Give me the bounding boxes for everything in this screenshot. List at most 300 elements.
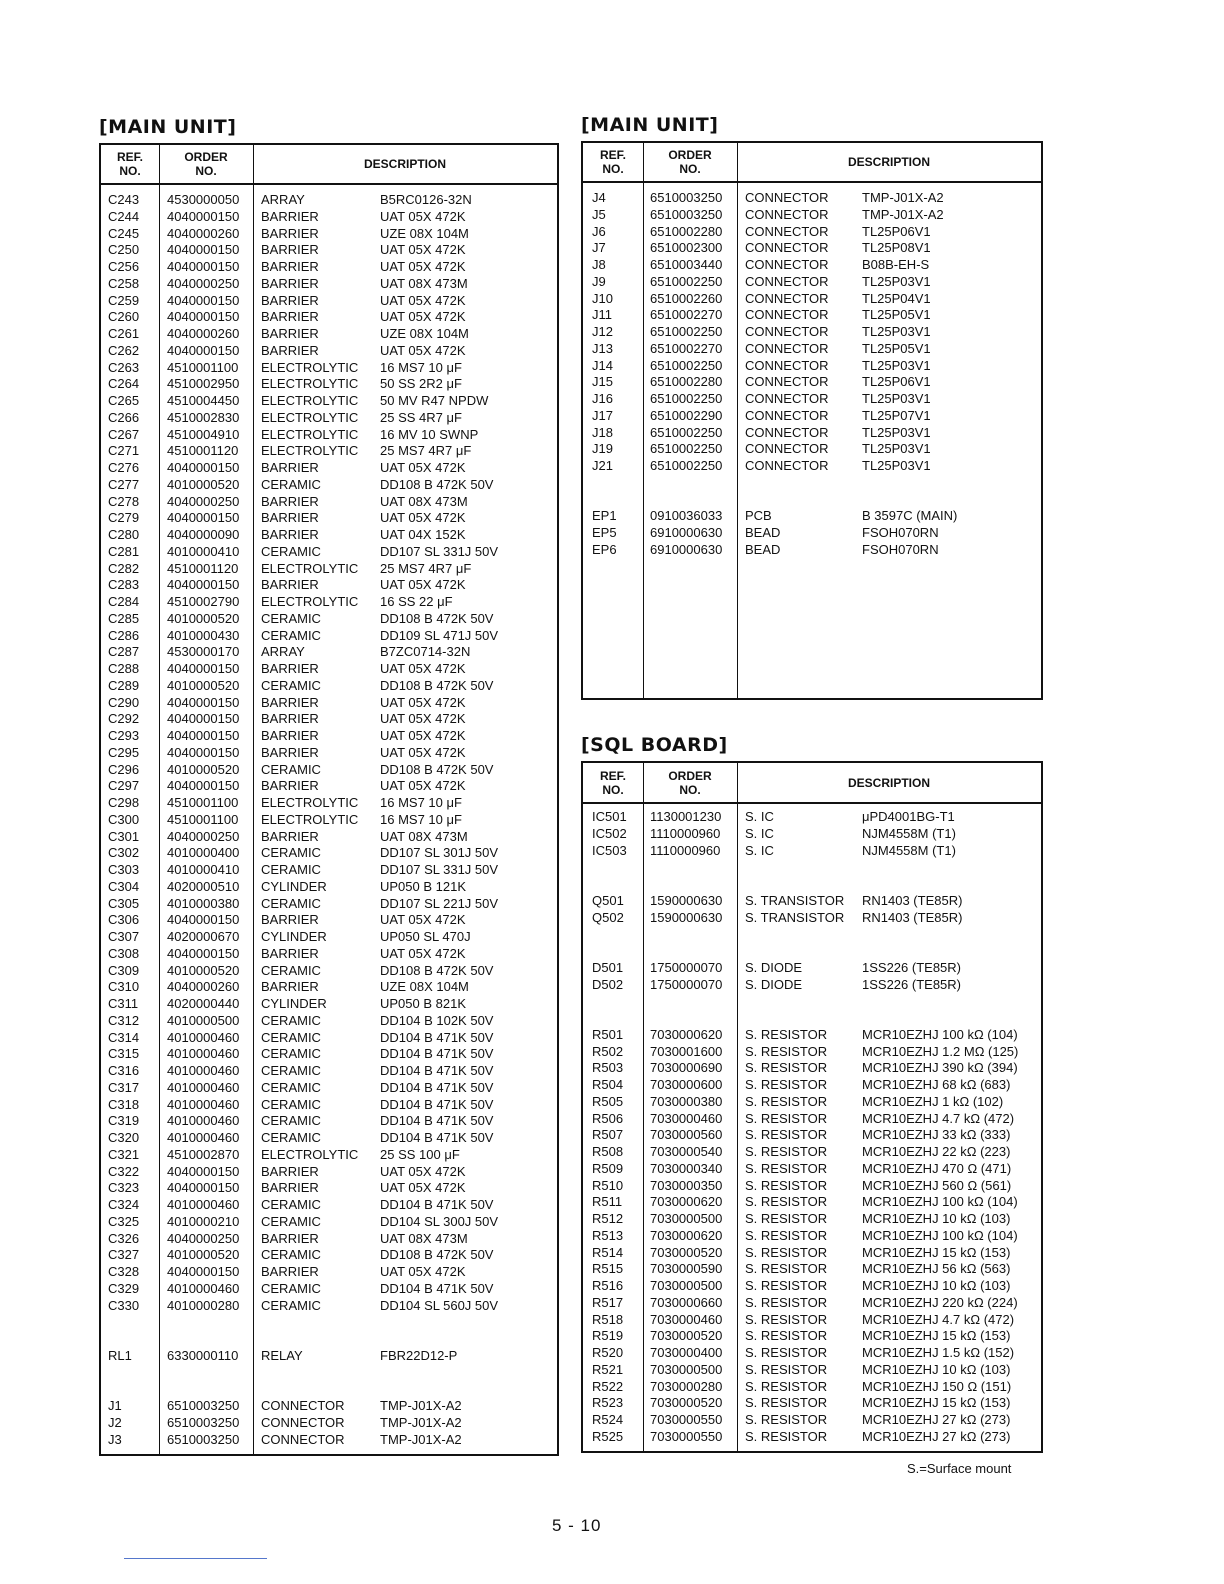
ref-no-cell: R504	[592, 1077, 624, 1092]
ref-no-cell: R516	[592, 1278, 624, 1293]
part-type-cell: CYLINDER	[261, 878, 327, 894]
order-no-cell: 0910036033	[650, 508, 723, 524]
part-spec-cell: TMP-J01X-A2	[380, 1398, 462, 1413]
part-type-cell: S. RESISTOR	[745, 1294, 828, 1310]
order-no-cell: 4010000460	[167, 1079, 240, 1095]
ref-no-cell: C245	[108, 225, 140, 241]
part-type-cell: S. RESISTOR	[745, 1194, 828, 1210]
part-spec-cell: 16 SS 22 μF	[380, 594, 453, 609]
part-type-cell: S. RESISTOR	[745, 1177, 828, 1193]
part-spec-cell: MCR10EZHJ 1.2 MΩ (125)	[862, 1043, 1019, 1059]
ref-no-cell: R520	[592, 1345, 624, 1360]
order-no-cell: 4040000260	[167, 225, 240, 241]
order-no-cell: 7030000460	[650, 1311, 723, 1327]
order-no-cell: 7030000460	[650, 1110, 723, 1126]
order-no-cell: 7030000500	[650, 1361, 723, 1377]
part-spec-cell: 25 SS 4R7 μF	[380, 409, 462, 425]
ref-no-cell: C310	[108, 979, 140, 995]
table-row	[101, 226, 557, 243]
ref-no-cell: R508	[592, 1144, 624, 1159]
part-type-cell: BARRIER	[261, 493, 319, 509]
part-spec-cell: TL25P03V1	[862, 391, 931, 406]
ref-no-cell: C281	[108, 543, 140, 559]
part-spec-cell: TL25P07V1	[862, 407, 931, 423]
part-spec-cell: DD104 SL 300J 50V	[380, 1213, 499, 1229]
table-row	[101, 611, 557, 628]
table-row	[583, 341, 1041, 358]
table-row	[583, 926, 1041, 943]
part-spec-cell: B7ZC0714-32N	[380, 644, 471, 660]
part-spec-cell: MCR10EZHJ 100 kΩ (104)	[862, 1194, 1018, 1210]
order-no-cell: 7030000590	[650, 1261, 723, 1277]
ref-no-cell: C308	[108, 945, 140, 961]
part-type-cell: ELECTROLYTIC	[261, 376, 359, 392]
ref-no-cell: R523	[592, 1395, 624, 1411]
ref-no-cell: R518	[592, 1311, 624, 1327]
part-type-cell: CERAMIC	[261, 962, 321, 978]
part-spec-cell: UAT 05X 472K	[380, 208, 466, 224]
main-unit-right-table	[581, 141, 1043, 700]
part-spec-cell: MCR10EZHJ 68 kΩ (683)	[862, 1077, 1011, 1092]
part-type-cell: CONNECTOR	[261, 1431, 345, 1447]
table-row	[101, 1197, 557, 1214]
part-type-cell: BARRIER	[261, 694, 319, 710]
order-no-cell: 4040000150	[167, 577, 240, 593]
order-no-cell: 4040000150	[167, 661, 240, 676]
part-spec-cell: 16 MS7 10 μF	[380, 811, 462, 827]
table-row	[583, 358, 1041, 375]
ref-no-cell: C258	[108, 275, 140, 291]
ref-no-cell: IC502	[592, 825, 627, 841]
ref-no-cell: C259	[108, 292, 140, 308]
order-no-cell: 4010000400	[167, 845, 240, 861]
part-spec-cell: 16 MS7 10 μF	[380, 359, 462, 375]
part-type-cell: CERAMIC	[261, 862, 321, 877]
part-spec-cell: UAT 05X 472K	[380, 309, 466, 325]
order-no-cell: 6330000110	[167, 1347, 239, 1363]
part-spec-cell: UAT 05X 472K	[380, 510, 466, 526]
part-spec-cell: UP050 B 121K	[380, 878, 467, 894]
table-row	[101, 1331, 557, 1348]
part-spec-cell: UAT 05X 472K	[380, 945, 466, 961]
ref-no-cell: C301	[108, 828, 140, 844]
part-spec-cell: TMP-J01X-A2	[380, 1414, 462, 1430]
part-type-cell: CONNECTOR	[745, 307, 829, 323]
ref-no-cell: D501	[592, 959, 624, 975]
table-row	[101, 1113, 557, 1130]
ref-no-cell: C298	[108, 795, 140, 810]
part-type-cell: CONNECTOR	[745, 391, 829, 406]
order-no-cell: 4040000150	[167, 259, 240, 274]
part-spec-cell: MCR10EZHJ 1 kΩ (102)	[862, 1093, 1004, 1109]
part-type-cell: BARRIER	[261, 225, 319, 241]
order-no-cell: 6510003440	[650, 257, 723, 272]
part-type-cell: BARRIER	[261, 1180, 319, 1196]
part-type-cell: CERAMIC	[261, 1012, 321, 1028]
part-type-cell: BARRIER	[261, 1230, 319, 1246]
ref-no-cell: C319	[108, 1113, 140, 1129]
ref-no-cell: C293	[108, 728, 140, 743]
table-row	[101, 829, 557, 846]
part-type-cell: CERAMIC	[261, 543, 321, 559]
ref-no-cell: R503	[592, 1060, 624, 1076]
table-row	[583, 492, 1041, 509]
part-type-cell: BARRIER	[261, 1264, 319, 1279]
table-row	[101, 1180, 557, 1197]
part-type-cell: BARRIER	[261, 828, 319, 844]
part-spec-cell: TL25P06V1	[862, 223, 931, 239]
ref-no-cell: C306	[108, 912, 140, 928]
part-spec-cell: DD104 B 471K 50V	[380, 1113, 494, 1129]
order-no-cell: 4040000150	[167, 778, 240, 794]
part-type-cell: S. RESISTOR	[745, 1093, 828, 1109]
ref-no-cell: C244	[108, 208, 140, 224]
order-no-header: ORDER NO.	[668, 768, 712, 797]
part-spec-cell: 25 MS7 4R7 μF	[380, 443, 472, 459]
part-spec-cell: B 3597C (MAIN)	[862, 508, 958, 524]
table-row	[583, 441, 1041, 458]
order-no-cell: 4040000250	[167, 1230, 240, 1246]
table-row	[101, 963, 557, 980]
order-no-cell: 7030000560	[650, 1127, 723, 1143]
order-no-cell: 7030000520	[650, 1395, 723, 1411]
table-row	[101, 1365, 557, 1382]
order-no-cell: 4040000150	[167, 711, 240, 727]
order-no-cell: 7030000500	[650, 1278, 723, 1293]
table-header	[101, 145, 557, 185]
table-row	[583, 977, 1041, 994]
surface-mount-footnote: S.=Surface mount	[907, 1461, 1012, 1476]
part-type-cell: S. RESISTOR	[745, 1227, 828, 1243]
order-no-cell: 4510002790	[167, 594, 240, 609]
part-type-cell: CONNECTOR	[745, 223, 829, 239]
ref-no-cell: R524	[592, 1412, 624, 1427]
part-type-cell: S. RESISTOR	[745, 1127, 828, 1143]
part-type-cell: BARRIER	[261, 711, 319, 727]
order-no-cell: 4040000260	[167, 326, 240, 341]
order-no-cell: 4010000520	[167, 761, 240, 777]
table-row	[101, 979, 557, 996]
part-type-cell: BARRIER	[261, 342, 319, 358]
order-no-cell: 7030000550	[650, 1412, 723, 1427]
ref-no-cell: C315	[108, 1046, 140, 1062]
table-row	[101, 1063, 557, 1080]
part-type-cell: CERAMIC	[261, 1280, 321, 1296]
table-row	[101, 561, 557, 578]
part-type-cell: S. RESISTOR	[745, 1144, 828, 1159]
table-row	[101, 745, 557, 762]
order-no-cell: 4510001120	[167, 560, 239, 576]
part-type-cell: CERAMIC	[261, 677, 321, 693]
order-no-cell: 4010000500	[167, 1012, 240, 1028]
part-type-cell: ELECTROLYTIC	[261, 560, 359, 576]
part-spec-cell: UAT 05X 472K	[380, 577, 466, 593]
table-row	[583, 1044, 1041, 1061]
table-row	[583, 224, 1041, 241]
order-no-cell: 4040000150	[167, 208, 240, 224]
order-no-cell: 4510004450	[167, 393, 240, 408]
part-type-cell: ELECTROLYTIC	[261, 409, 359, 425]
part-spec-cell: DD104 B 471K 50V	[380, 1029, 494, 1045]
part-type-cell: CONNECTOR	[745, 206, 829, 222]
table-row	[101, 1097, 557, 1114]
order-no-cell: 1590000630	[650, 909, 723, 925]
table-row	[101, 879, 557, 896]
order-no-cell: 4010000460	[167, 1063, 240, 1078]
part-spec-cell: MCR10EZHJ 10 kΩ (103)	[862, 1278, 1011, 1293]
table-row	[101, 845, 557, 862]
order-no-cell: 4040000250	[167, 275, 240, 291]
part-type-cell: CERAMIC	[261, 1079, 321, 1095]
part-type-cell: CERAMIC	[261, 1297, 321, 1313]
order-no-cell: 4040000250	[167, 828, 240, 844]
part-spec-cell: TL25P03V1	[862, 357, 931, 373]
part-spec-cell: UAT 08X 473M	[380, 493, 468, 509]
ref-no-cell: C314	[108, 1029, 140, 1045]
order-no-cell: 4040000150	[167, 309, 240, 325]
ref-no-cell: R514	[592, 1244, 624, 1260]
part-type-cell: CYLINDER	[261, 929, 327, 944]
ref-no-cell: C243	[108, 192, 140, 207]
table-row	[101, 242, 557, 259]
ref-no-cell: C288	[108, 661, 140, 676]
order-no-cell: 4010000410	[167, 543, 240, 559]
part-type-cell: CERAMIC	[261, 895, 321, 911]
part-type-cell: S. RESISTOR	[745, 1060, 828, 1076]
part-spec-cell: MCR10EZHJ 27 kΩ (273)	[862, 1428, 1011, 1444]
part-type-cell: ELECTROLYTIC	[261, 795, 359, 810]
order-no-cell: 4040000150	[167, 460, 240, 475]
table-body	[101, 192, 557, 1454]
part-spec-cell: UAT 05X 472K	[380, 778, 466, 794]
ref-no-header: REF. NO.	[599, 148, 626, 176]
table-row	[583, 910, 1041, 927]
part-type-cell: ELECTROLYTIC	[261, 393, 359, 408]
ref-no-cell: EP5	[592, 525, 617, 540]
order-no-cell: 4010000280	[167, 1297, 240, 1313]
ref-no-cell: C256	[108, 259, 140, 274]
part-type-cell: CERAMIC	[261, 1130, 321, 1145]
ref-no-cell: J9	[592, 273, 606, 289]
table-row	[101, 728, 557, 745]
part-type-cell: CERAMIC	[261, 1197, 321, 1212]
ref-no-cell: C304	[108, 878, 140, 894]
table-row	[101, 1432, 557, 1449]
ref-no-cell: C284	[108, 594, 140, 609]
part-spec-cell: TL25P03V1	[862, 458, 931, 473]
part-spec-cell: UAT 05X 472K	[380, 912, 466, 928]
part-type-cell: BARRIER	[261, 979, 319, 995]
part-type-cell: CONNECTOR	[261, 1414, 345, 1430]
table-row	[583, 1127, 1041, 1144]
ref-no-cell: J10	[592, 290, 613, 306]
table-row	[101, 1398, 557, 1415]
part-type-cell: CERAMIC	[261, 476, 321, 492]
order-no-cell: 1110000960	[650, 825, 721, 841]
part-spec-cell: UAT 08X 473M	[380, 275, 468, 291]
table-row	[583, 1395, 1041, 1412]
table-row	[583, 809, 1041, 826]
ref-no-cell: IC501	[592, 809, 627, 824]
order-no-cell: 4010000520	[167, 610, 240, 626]
table-row	[583, 1429, 1041, 1446]
part-spec-cell: MCR10EZHJ 15 kΩ (153)	[862, 1395, 1011, 1411]
part-type-cell: BARRIER	[261, 259, 319, 274]
part-type-cell: S. RESISTOR	[745, 1278, 828, 1293]
table-row	[583, 843, 1041, 860]
order-no-cell: 6910000630	[650, 541, 723, 557]
ref-no-cell: C297	[108, 778, 140, 794]
table-row	[101, 1264, 557, 1281]
ref-no-cell: C325	[108, 1213, 140, 1229]
part-spec-cell: DD104 B 471K 50V	[380, 1046, 494, 1062]
order-no-cell: 7030000500	[650, 1211, 723, 1226]
ref-no-cell: C292	[108, 711, 140, 727]
part-spec-cell: DD107 SL 331J 50V	[380, 543, 499, 559]
ref-no-cell: C282	[108, 560, 140, 576]
part-type-cell: CERAMIC	[261, 610, 321, 626]
table-row	[101, 192, 557, 209]
order-no-cell: 4010000430	[167, 627, 240, 643]
order-no-cell: 6510002250	[650, 324, 723, 339]
table-row	[101, 644, 557, 661]
table-row	[583, 324, 1041, 341]
part-type-cell: PCB	[745, 508, 772, 524]
part-type-cell: S. TRANSISTOR	[745, 892, 845, 908]
part-spec-cell: UZE 08X 104M	[380, 326, 469, 341]
table-row	[583, 475, 1041, 492]
ref-no-cell: C278	[108, 493, 140, 509]
part-type-cell: CERAMIC	[261, 761, 321, 777]
part-spec-cell: μPD4001BG-T1	[862, 809, 955, 824]
order-no-cell: 4040000150	[167, 744, 240, 760]
part-spec-cell: DD107 SL 221J 50V	[380, 895, 499, 911]
table-row	[101, 996, 557, 1013]
order-no-cell: 4040000150	[167, 242, 240, 258]
ref-no-cell: J14	[592, 357, 613, 373]
part-spec-cell: MCR10EZHJ 22 kΩ (223)	[862, 1144, 1011, 1159]
part-spec-cell: TL25P06V1	[862, 374, 931, 390]
table-row	[583, 1077, 1041, 1094]
part-type-cell: S. RESISTOR	[745, 1110, 828, 1126]
ref-no-cell: R515	[592, 1261, 624, 1277]
part-type-cell: S. RESISTOR	[745, 1361, 828, 1377]
table-row	[101, 527, 557, 544]
part-spec-cell: MCR10EZHJ 10 kΩ (103)	[862, 1211, 1011, 1226]
table-row	[101, 1231, 557, 1248]
part-type-cell: S. IC	[745, 809, 774, 824]
ref-no-cell: D502	[592, 976, 624, 992]
ref-no-cell: C286	[108, 627, 140, 643]
order-no-cell: 4010000520	[167, 476, 240, 492]
part-type-cell: CERAMIC	[261, 1113, 321, 1129]
part-spec-cell: MCR10EZHJ 390 kΩ (394)	[862, 1060, 1018, 1076]
order-no-cell: 4010000460	[167, 1046, 240, 1062]
order-no-cell: 4510004910	[167, 426, 240, 442]
table-row	[583, 542, 1041, 559]
ref-no-cell: C320	[108, 1130, 140, 1145]
table-row	[583, 1312, 1041, 1329]
part-spec-cell: UAT 05X 472K	[380, 342, 466, 358]
table-row	[101, 695, 557, 712]
ref-no-cell: C280	[108, 527, 140, 542]
order-no-cell: 6510002250	[650, 273, 723, 289]
part-type-cell: BARRIER	[261, 912, 319, 928]
part-type-cell: BARRIER	[261, 778, 319, 794]
part-spec-cell: MCR10EZHJ 15 kΩ (153)	[862, 1244, 1011, 1260]
order-no-cell: 4040000150	[167, 1264, 240, 1279]
ref-no-cell: C262	[108, 342, 140, 358]
order-no-cell: 6510002250	[650, 458, 723, 473]
order-no-cell: 6510002280	[650, 374, 723, 390]
part-spec-cell: DD108 B 472K 50V	[380, 677, 494, 693]
order-no-cell: 4040000150	[167, 510, 240, 526]
table-row	[101, 778, 557, 795]
part-type-cell: S. IC	[745, 842, 774, 858]
order-no-cell: 4510001100	[167, 359, 239, 375]
part-spec-cell: DD104 B 471K 50V	[380, 1096, 494, 1112]
part-type-cell: BARRIER	[261, 577, 319, 593]
table-header	[583, 763, 1041, 804]
table-row	[101, 711, 557, 728]
table-row	[101, 1130, 557, 1147]
part-type-cell: BARRIER	[261, 744, 319, 760]
part-spec-cell: RN1403 (TE85R)	[862, 892, 963, 908]
part-type-cell: S. RESISTOR	[745, 1311, 828, 1327]
ref-no-cell: C316	[108, 1063, 140, 1078]
table-row	[101, 494, 557, 511]
ref-no-cell: J15	[592, 374, 613, 390]
table-row	[583, 274, 1041, 291]
part-spec-cell: DD104 B 471K 50V	[380, 1130, 494, 1145]
table-row	[583, 1328, 1041, 1345]
order-no-cell: 4010000520	[167, 1247, 240, 1263]
table-row	[101, 678, 557, 695]
ref-no-cell: C265	[108, 393, 140, 408]
part-spec-cell: DD108 B 472K 50V	[380, 1247, 494, 1263]
ref-no-cell: C277	[108, 476, 140, 492]
ref-no-cell: J4	[592, 190, 606, 205]
order-no-cell: 4010000210	[167, 1213, 240, 1229]
part-type-cell: CONNECTOR	[745, 374, 829, 390]
order-no-cell: 4010000520	[167, 962, 240, 978]
part-spec-cell: MCR10EZHJ 220 kΩ (224)	[862, 1294, 1018, 1310]
table-row	[101, 628, 557, 645]
order-no-cell: 7030000400	[650, 1345, 723, 1360]
ref-no-cell: J13	[592, 340, 613, 356]
ref-no-cell: J12	[592, 324, 613, 339]
ref-no-cell: C328	[108, 1264, 140, 1279]
order-no-cell: 4530000050	[167, 192, 240, 207]
part-spec-cell: TMP-J01X-A2	[380, 1431, 462, 1447]
table-row	[583, 943, 1041, 960]
part-spec-cell: MCR10EZHJ 100 kΩ (104)	[862, 1026, 1018, 1042]
part-spec-cell: MCR10EZHJ 27 kΩ (273)	[862, 1412, 1011, 1427]
part-spec-cell: DD107 SL 331J 50V	[380, 862, 499, 877]
part-spec-cell: TMP-J01X-A2	[862, 206, 944, 222]
main-unit-left-title: [MAIN UNIT]	[99, 116, 237, 138]
order-no-cell: 6910000630	[650, 525, 723, 540]
order-no-cell: 7030000690	[650, 1060, 723, 1076]
part-spec-cell: RN1403 (TE85R)	[862, 909, 963, 925]
ref-no-cell: J17	[592, 407, 613, 423]
part-spec-cell: DD108 B 472K 50V	[380, 761, 494, 777]
order-no-cell: 1590000630	[650, 892, 723, 908]
part-spec-cell: NJM4558M (T1)	[862, 842, 956, 858]
main-unit-left-table	[99, 143, 559, 1456]
ref-no-cell: C309	[108, 962, 140, 978]
ref-no-cell: IC503	[592, 842, 627, 858]
